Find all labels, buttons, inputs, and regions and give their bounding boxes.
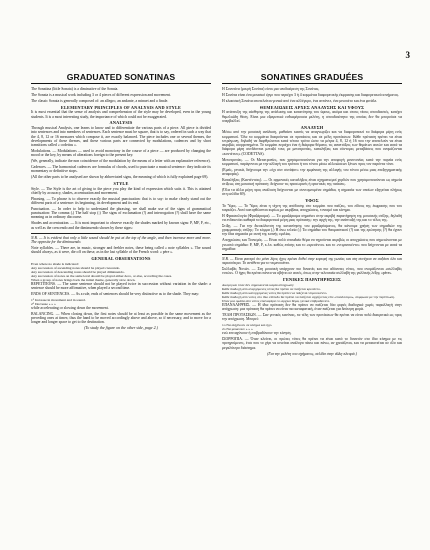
paragraph: It is most essential that the sense of analysis and comprehension of the style may be developed, even in the young students. It is a most interesting study, the importance of which could not be exaggerated. [31,110,211,119]
note-paragraph: N.B. — It is evident that only a little sound should be put at the top of the angle, and then increase more and more. The opposite for the diminuendo. [31,235,211,245]
list-line: When a group of notes brings back the initial theme, generally slow down. [31,277,136,282]
list-line: Any succession of ascending notes should be played crescendo. [31,265,121,270]
divider [222,254,402,255]
paragraph: Η κλασσική Σονάτα αποτελείται γενικά από ένα αλλέγκρο, ένα αντάντε, ένα μινουέτο και ένα φινάλε. [222,98,378,103]
paragraph: Through musical Analysis, one learns to know and to differentiate the various parts of a piece. All piece is divided into sentences and into members of sentences. Each sentence must be square, that is to say, ordered in such a way that the 4, 8, 12 or 16 measures which compose it, are exactly balanced. The piece includes one or several themes, the developments of these themes, and these various parts are connected by modulations, cadences and by short transitions called « codettas ». [31,126,211,148]
paragraph: (All the other parts to be analysed are shown by abbreviated signs, the meaning of which is fully explained page 69). [31,175,209,180]
greek-column [222,72,402,360]
list-line: Όταν μια ομάδα από νότες επαναφέρει το αρχικό θέμα, γενικά επιβραδύνετε. [222,299,330,303]
section-heading: ELEMENTARY PRINCIPLES OF ANALYSIS AND STYLE [60,104,182,110]
section-heading: ΥΦΟΣ [305,197,319,203]
greek-body [222,87,402,356]
paragraph: Phrasing. — To phrase is to observe exactly the musical punctuation: that is to say: to make clearly stand out the different parts of a sentence: its beginning, its development and its end. [31,196,211,206]
list-line: Κάθε διαδοχή από κατερχόμενες νότες θα πρέπει να παίζεται ντιμινουέντο. [222,291,328,295]
list-line: Any succession of notes on the same level should be played either deco, or else, according the cases. [31,273,172,278]
list-line: Even where no shade is indicated: [31,261,79,266]
note-paragraph: Ν.Β. — Είναι φανερό ότι μόνο λίγος ήχος πρέπει δοθεί στην κορυφή της γωνίας και στη συνέχεια να αυξάνει όλο και περισσότερο. Το αντίθετο για το ντιμινουέντο. [222,257,402,266]
paragraph: Συλλαβές Νοτών. — Στη μουσική υπάρχουν πιο δυνατές και πιο αδύνατες νότες, που ονομάζονται «συλλαβές νοτών». Ο ήχος θα πρέπει πάντα να σβήνει σε αυτές, όπως στην τελευταία συλλαβή της γαλλικής λέξης «père». [222,267,402,276]
list-line: Κάθε διαδοχή από ανερχόμενες νότες θα πρέπει να παίζεται κρεσέντο. [222,287,321,291]
greek-title: SONATINES GRADUÉES [222,72,402,84]
list-line: Κάθε διαδοχή από νότες στο ίδιο επίπεδο θα πρέπει να παίζεται αρχίζοντας είτε «πιανίσσιμο», σύμφωνα με την περίπτωση. [222,295,396,299]
list-line: 2° Decrease » » » [31,301,56,306]
page-number: 3 [405,50,410,60]
english-body [31,87,211,331]
paragraph: Η Σονατίνα (μικρή Σονάτα) είναι μια υποδιαίρεση της Σονάτας. [222,87,320,91]
paragraph: (Όλα τα άλλα μέρη προς ανάλυση δείχνονται με συντομευμένα σημάδια, η σημασία των οποίων εξηγείται πλήρως στη σελίδα 69). [222,187,402,197]
paragraph: Καταλήξεις (Καντέντσες). — Οι αρμονικές καταλήξεις είναι σχηματισμοί χορδών που χρησιμοποιούνται ως σημεία στίξεως στη μουσική πρόταση: δείχνουν τις προσωρινές ή οριστικές της παύσεις. [222,177,402,186]
paragraph: Μέσω από την μουσική ανάλυση, μαθαίνει κανείς να αναγνωρίζει και να διαφοροποιεί τα διάφορα μέρη ενός κομματιού. Όλα τα κομμάτια διαιρούνται σε προτάσεις και σε μέλη προτάσεων. Κάθε πρόταση πρέπει να είναι τετράγωνη, δηλαδή να διαρθρώνεται κατά τέτοιο τρόπο ώστε τα μέτρα 4, 8, 12 ή 16 που την αποτελούν να είναι ακριβώς ισορροπημένα. Το κομμάτι περιέχει ένα ή διάφορα θέματα, τις αναπτύξεις των θεμάτων αυτών και αυτά τα διάφορα μέρη συνδέονται μεταξύ τους με μετατροπίες, καταλήξεις και σύντομες μεταβάσεις που ονομάζονται «κοντέττες» (CODETTAS). [222,130,402,156]
paragraph: ENDS OF SENTENCES. — As a rule, ends of sentences should be very distinctive as to the shade. They may: [31,291,200,296]
paragraph: ΤΕΛΗ ΠΡΟΤΑΣΕΩΝ. — Σαν γενικός κανόνας, τα τέλη των προτάσεων θα πρέπει να είναι πολύ διακριτικά ως προς την απόχρωση. Μπορεί: [222,313,402,322]
section-heading: GENERAL OBSERVATIONS [91,255,151,261]
paragraph: Στίξη. — Για την διευκόλυνση της κατανόησης του φραζαρίσματος, θα κάνουμε χρήση των σημαδιών της γραμματικής στίξης: Το κόμμα (,) Η άνω τελεία (;) Τα σημάδια του θαυμαστικού (!) και της ερώτησης (?) θα έχουν την ίδια σημασία με αυτή της κοινής ομιλίας. [222,223,402,237]
section-heading: ΘΕΜΕΛΙΩΔΕΙΣ ΑΡΧΕΣ ΑΝΑΛΥΣΗΣ ΚΑΙ ΥΦΟΥΣ [259,104,365,110]
list-line: 1° Increase in movement and in sound. [31,297,86,302]
footer-note: (To study the figure on the other side, page 2.) [84,325,158,331]
paragraph: while accelerating or slowing down the movement. [31,305,109,310]
paragraph: The classic Sonata is generally composed of: an allegro, an andante, a minuet and a finale. [31,98,169,103]
footer-note: (Για την μελέτη του σχήματος, σελίδα στην άλλη πλευρά.) [267,350,357,356]
paragraph: The Sonata is a musical work including 3 or 4 pieces of different expression and movement. [31,92,171,97]
paragraph: ΕΠΑΝΑΛΗΨΕΙΣ. — Η ίδια πρόταση δεν θα πρέπει να παίζεται δύο φορές διαδοχικά χωρίς παραλλαγή στην απόχρωση: μια πρόταση θα πρέπει να είναι πιο καταφατική, όταν παίζεται για δεύτερη φορά. [222,303,402,312]
paragraph: (Εμείς, γενικά, δείχνουμε την «όχι συν συνάψιν» την εμφάνιση της αλλαγής του τόνου μέσω μιας επεξηγηματικής αναφοράς). [222,167,402,176]
paragraph: Shades and accentuation. — It is most important to observe exactly the shades marked by known signs: P, MF, F, etc., as well as the crescendo and the diminuendo shown by these signs: [31,221,211,230]
list-line: Ακόμη και όταν δεν σημειώνεται καμία απόχρωση: [222,283,295,287]
paragraph: BALANCING. — When closing down, the first notes should be at least as possible in the same movement as the preceding ones at times; thus the hand to be moved accordingly above and above, so if necessary, and to move for a longer and longer space to get to the destination. [31,311,211,325]
paragraph: (We, generally, indicate the non coincidence of the modulation by the means of a letter with an explanative reference). [31,159,211,164]
paragraph: Note syllables. — There are, in music, stronger and feebler notes, these being called « note syllables ». The sound should always, as it were, die off on these, as in the last syllable of the French word: « père ». [31,245,211,255]
paragraph: Punctuation. — In order to help to understand the phrasing, we shall make use of the signs of grammatical punctuation: The comma (,) The half stop (;) The signs of exclamation (!) and interrogation (?) shall have the same meaning as in ordinary discourse. [31,206,211,220]
divider [31,233,211,234]
paragraph: The Sonatina (little Sonata) is a diminutive of the Sonata. [31,87,119,91]
paragraph: ΙΣΟΡΡΟΠΙΑ. — Όταν κλείνει, οι πρώτες νότες θα πρέπει να είναι κατά το δυνατόν στο ίδιο κίνημα με τις προηγούμενες, έτσι που το χέρι να κινείται ανάλογα πάνω και πάνω, αν χρειάζεται, και να μετακινείται σε όλο και μεγαλύτερο διάστημα. [222,337,402,350]
paragraph: Cadences. — The harmonical cadences are formulas of chords, used to punctuate a musical sentence: they indicate its momentary or definitive stops. [31,165,211,174]
paragraph: ενώ επιταχύνουν ή επιβραδύνουν την κίνηση. [222,331,292,336]
paragraph: Αποχρώσεις και Τονισμός. — Είναι πολύ σπουδαίο θέμα να τηρούνται ακριβώς οι αποχρώσεις που σημειώνονται με γνωστά σημάδια: P, MF, F, κ.λπ. καθώς επίσης και το «κρεσέντο» και το «ντιμινουέντο» που δείχνονται με αυτά τα σημάδια: [222,238,402,251]
paragraph: Style. — The Style is the art of giving to the piece you play the kind of expression which suits it. This is attained chiefly by accuracy, shades, accentuation and movement. [31,186,211,195]
list-line: 2ο Να μειώνουν » » » [222,327,253,332]
paragraph: Μετατροπίες. — Οι Μετατροπίες, που χρησιμοποιούνται για την αποφυγή μονοτονίας κατά την πορεία ενός κομματιού, παράγονται με την αλλαγή του τρόπου ή του τόνου μέσω αλλοιώσεων ξένων προς τον παρόντα τόνο. [222,157,402,166]
section-heading: ΓΕΝΙΚΕΣ ΠΑΡΑΤΗΡΗΣΕΙΣ [283,277,341,283]
paragraph: Το Ύφος. — Το Ύφος είναι η τέχνη της απόδοσης στο κομμάτι που παίζεις, του είδους της έκφρασης που του ταιριάζει. Αυτό κατορθώνεται κυρίως με ακρίβεια, αποχρώσεις, τονισμό και κίνημα. [222,203,402,212]
paragraph: REPETITIONS. — The same sentence should not be played twice in succession without variation in the shade: a sentence should be more affirmative, when played a second time. [31,281,211,290]
english-column [31,72,211,335]
paragraph: Η ανάπτυξη της αίσθησης της ανάλυσης και κατανόησης του ύφους, ακόμα και στους νέους σπουδαστές, κατέχει θεμελιώδη θέση. Είναι μια εξαιρετικά ενδιαφέρουσα μελέτη, η σπουδαιότητα της οποίας δεν θα μπορούσε να υπερβαλλεί. [222,110,402,123]
list-line: 1ο Να αυξάνουν σε κίνημα και ήχο. [222,323,273,328]
section-heading: ANALYSIS [109,120,133,126]
english-title: GRADUATED SONATINAS [31,72,211,84]
list-line: Any succession of descending notes should be played diminuendo. [31,269,125,274]
paragraph: Modulations. — Modulations — used to avoid monotony in the course of a piece — are produced by changing the mood or the key, by means of alterations foreign to the present key. [31,149,211,158]
paragraph: Η Φρασεολογία (Φραζάρισμα). — Το φραζάρισμα σημαίνει στην ακριβή παρατήρηση της μουσικής στίξης, δηλαδή να ενδεικνύει καθαρά τα διαφορετικά μέρη μιας πρότασης: την αρχή της, την ανάπτυξή της και το τέλος της. [222,213,402,223]
paragraph: Η Σονάτα είναι ένα μουσικό έργο που περιέχει 3 ή 4 κομμάτια διαφορετικής έκφρασης και διαφορετικού κινήματος. [222,92,400,97]
section-heading: ΑΝΑΛΥΣΗ [300,124,324,130]
section-heading: STYLE [113,180,129,186]
